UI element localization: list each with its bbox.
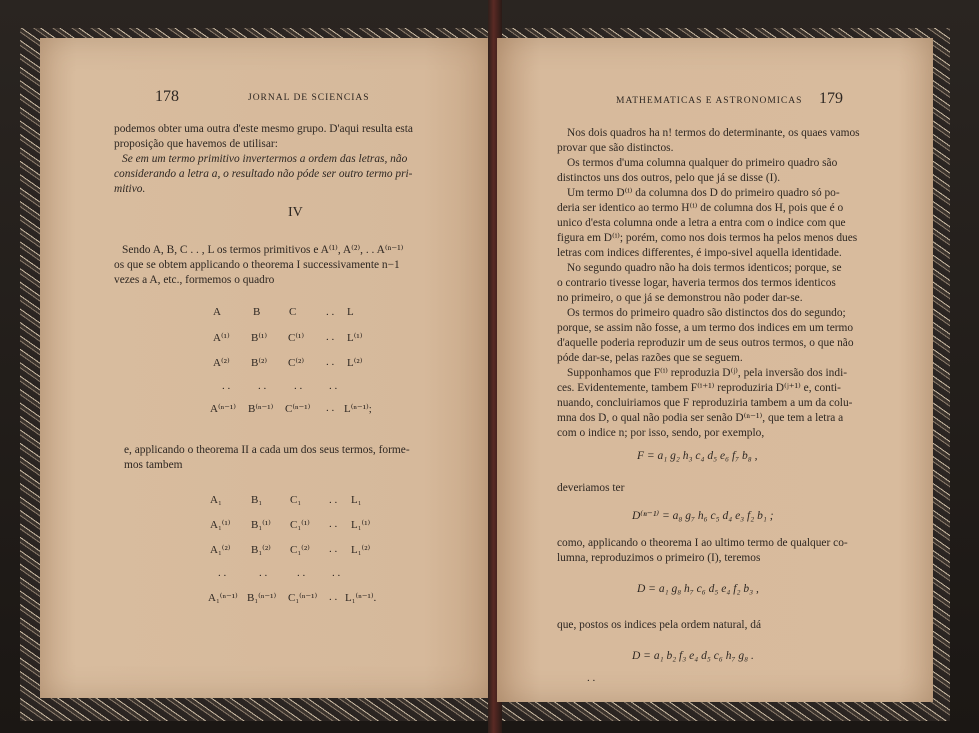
paragraph-line: mos tambem	[124, 459, 183, 471]
theorem-line: Se em um termo primitivo invertermos a ordem das letras, não	[122, 153, 408, 165]
matrix-cell: A₁⁽¹⁾	[210, 519, 231, 531]
paragraph-line: podemos obter uma outra d'este mesmo grupo. D'aqui resulta esta	[114, 123, 413, 135]
matrix-cell: . .	[329, 591, 338, 603]
matrix-cell: C₁⁽²⁾	[290, 544, 310, 556]
paragraph-line: ces. Evidentemente, tambem F⁽ⁱ⁺¹⁾ reproduziria D⁽ʲ⁺¹⁾ e, conti-	[557, 382, 841, 394]
matrix-cell: . .	[218, 567, 227, 579]
paragraph-line: distinctos uns dos outros, pelo que já se disse (I).	[557, 172, 781, 184]
matrix-cell: . .	[294, 380, 303, 392]
matrix-cell: A₁⁽²⁾	[210, 544, 231, 556]
matrix-cell: . .	[258, 380, 267, 392]
paragraph-line: Sendo A, B, C . . , L os termos primitivos e A⁽¹⁾, A⁽²⁾, . . A⁽ⁿ⁻¹⁾	[122, 244, 404, 256]
matrix-cell: . .	[329, 494, 338, 506]
paragraph-line: lumna, reproduzimos o primeiro (I), teremos	[557, 552, 761, 564]
matrix-cell: C₁⁽ⁿ⁻¹⁾	[288, 592, 318, 604]
paragraph-line: mna dos D, o qual não podia ser senão D⁽ⁿ⁻¹⁾, que tem a letra a	[557, 412, 844, 424]
paragraph-line: Supponhamos que F⁽ⁱ⁾ reproduzia D⁽ʲ⁾, pela inversão dos indi-	[567, 367, 848, 379]
paragraph-line: figura em D⁽ⁱ⁾; porém, como nos dois termos ha pelos menos dues	[557, 232, 858, 244]
matrix-cell: A⁽²⁾	[213, 357, 230, 369]
matrix-cell: B₁	[251, 494, 263, 506]
matrix-cell: C⁽ⁿ⁻¹⁾	[285, 403, 311, 415]
paragraph-line: o contrario tivesse logar, haveria termos dos termos identicos	[557, 277, 836, 289]
matrix-cell: C	[289, 306, 297, 318]
matrix-cell: B	[253, 306, 261, 318]
matrix-cell: B₁⁽¹⁾	[251, 519, 271, 531]
paragraph-line: proposição que havemos de utilisar:	[114, 138, 278, 150]
paragraph-line: No segundo quadro não ha dois termos identicos; porque, se	[567, 262, 842, 274]
matrix-cell: . .	[329, 380, 338, 392]
matrix-cell: . .	[222, 380, 231, 392]
paragraph-line: deria ser identico ao termo H⁽ⁱ⁾ de columna dos H, pois que é o	[557, 202, 844, 214]
paragraph-line: Os termos do primeiro quadro são distinctos dos do segundo;	[567, 307, 846, 319]
paragraph-line: os que se obtem applicando o theorema I successivamente n−1	[114, 259, 400, 271]
right-page	[497, 38, 933, 702]
paragraph-line: deveriamos ter	[557, 482, 625, 494]
running-head: MATHEMATICAS E ASTRONOMICAS	[616, 96, 803, 106]
matrix-cell: A⁽ⁿ⁻¹⁾	[210, 403, 236, 415]
matrix-cell: L⁽²⁾	[347, 357, 363, 369]
matrix-cell: A₁	[210, 494, 222, 506]
matrix-cell: L⁽¹⁾	[347, 332, 363, 344]
matrix-cell: L₁	[351, 494, 362, 506]
paragraph-line: póde dar-se, pelas razões que se seguem.	[557, 352, 743, 364]
paragraph-line: unico d'esta columna onde a letra a entra com o indice com que	[557, 217, 846, 229]
paragraph-line: letras com indices differentes, é impo-sivel aquella identidade.	[557, 247, 842, 259]
paragraph-line: e, applicando o theorema II a cada um dos seus termos, forme-	[124, 444, 410, 456]
matrix-cell: A⁽¹⁾	[213, 332, 230, 344]
paragraph-line: provar que são distinctos.	[557, 142, 674, 154]
equation: D = a₁ g₈ h₇ c₆ d₅ e₄ f₂ b₃ ,	[637, 583, 759, 595]
matrix-cell: C₁⁽¹⁾	[290, 519, 310, 531]
matrix-cell: . .	[259, 567, 268, 579]
paragraph-line: porque, se assim não fosse, a um termo dos indices em um termo	[557, 322, 854, 334]
matrix-cell: B⁽¹⁾	[251, 332, 268, 344]
matrix-cell: . .	[332, 567, 341, 579]
paragraph-line: que, postos os indices pela ordem natural, dá	[557, 619, 762, 631]
matrix-cell: . .	[326, 331, 335, 343]
matrix-cell: B₁⁽ⁿ⁻¹⁾	[247, 592, 277, 604]
matrix-cell: B₁⁽²⁾	[251, 544, 271, 556]
matrix-cell: L₁⁽¹⁾	[351, 519, 371, 531]
paragraph-line: Os termos d'uma columna qualquer do primeiro quadro são	[567, 157, 838, 169]
paragraph-line: d'aquelle poderia reproduzir um de seus outros termos, o que não	[557, 337, 854, 349]
matrix-cell: L	[347, 306, 354, 318]
paragraph-line: Um termo D⁽ⁱ⁾ da columna dos D do primeiro quadro só po-	[567, 187, 840, 199]
matrix-cell: . .	[326, 306, 335, 318]
theorem-line: mitivo.	[114, 183, 146, 195]
page-number: 179	[819, 90, 843, 107]
page-number: 178	[155, 88, 179, 105]
paragraph-line: com o indice n; por isso, sendo, por exemplo,	[557, 427, 765, 439]
matrix-cell: L₁⁽²⁾	[351, 544, 371, 556]
running-head: JORNAL DE SCIENCIAS	[248, 93, 370, 103]
matrix-cell: . .	[297, 567, 306, 579]
matrix-cell: B⁽²⁾	[251, 357, 268, 369]
matrix-cell: L⁽ⁿ⁻¹⁾;	[344, 403, 372, 415]
trailing-marks: . .	[587, 672, 596, 684]
matrix-cell: . .	[329, 518, 338, 530]
matrix-cell: C₁	[290, 494, 302, 506]
matrix-cell: A	[213, 306, 221, 318]
paragraph-line: nuando, concluiriamos que F reproduziria tambem a um da colu-	[557, 397, 853, 409]
section-title: IV	[288, 205, 303, 220]
paragraph-line: no primeiro, o que já se demonstrou não poder dar-se.	[557, 292, 803, 304]
matrix-cell: A₁⁽ⁿ⁻¹⁾	[208, 592, 238, 604]
paragraph-line: vezes a A, etc., formemos o quadro	[114, 274, 275, 286]
matrix-cell: C⁽¹⁾	[288, 332, 305, 344]
matrix-cell: L₁⁽ⁿ⁻¹⁾.	[345, 592, 377, 604]
matrix-cell: C⁽²⁾	[288, 357, 305, 369]
left-page	[40, 38, 492, 698]
paragraph-line: Nos dois quadros ha n! termos do determinante, os quaes vamos	[567, 127, 860, 139]
matrix-cell: B⁽ⁿ⁻¹⁾	[248, 403, 274, 415]
matrix-cell: . .	[329, 543, 338, 555]
matrix-cell: . .	[326, 402, 335, 414]
equation: D = a₁ b₂ f₃ e₄ d₅ c₆ h₇ g₈ .	[632, 650, 754, 662]
theorem-line: considerando a letra a, o resultado não póde ser outro termo pri-	[114, 168, 413, 180]
paragraph-line: como, applicando o theorema I ao ultimo termo de qualquer co-	[557, 537, 848, 549]
equation: F = a₁ g₂ h₃ c₄ d₅ e₆ f₇ b₈ ,	[637, 450, 758, 462]
equation: D⁽ⁿ⁻¹⁾ = a₈ g₇ h₆ c₅ d₄ e₃ f₂ b₁ ;	[632, 510, 774, 522]
matrix-cell: . .	[326, 356, 335, 368]
